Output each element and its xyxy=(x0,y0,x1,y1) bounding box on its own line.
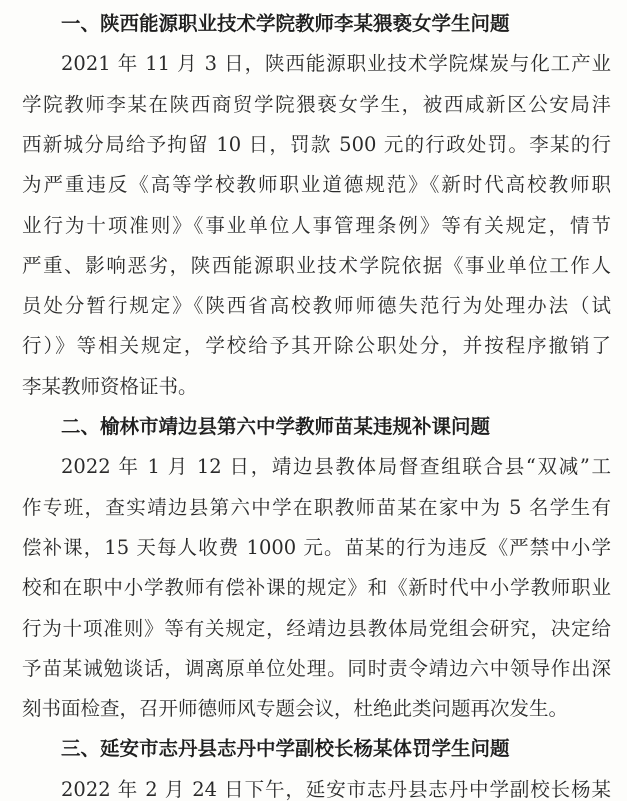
section-2-line-5: 行为十项准则》等有关规定，经靖边县教体局党组会研究，决定给 xyxy=(22,616,611,640)
section-2-line-1: 2022 年 1 月 12 日，靖边县教体局督查组联合县“双减”工 xyxy=(61,455,611,479)
section-3-heading: 三、延安市志丹县志丹中学副校长杨某体罚学生问题 xyxy=(61,737,510,761)
section-1-line-7: 员处分暂行规定》《陕西省高校教师师德失范行为处理办法（试 xyxy=(22,294,611,318)
section-2-line-2: 作专班，查实靖边县第六中学在职教师苗某在家中为 5 名学生有 xyxy=(22,495,611,519)
section-1-line-1: 2021 年 11 月 3 日，陕西能源职业技术学院煤炭与化工产业 xyxy=(61,52,611,76)
section-1-line-3: 西新城分局给予拘留 10 日，罚款 500 元的行政处罚。李某的行 xyxy=(22,132,611,156)
section-2-line-7: 刻书面检查，召开师德师风专题会议，杜绝此类问题再次发生。 xyxy=(22,697,569,721)
section-3-line-1: 2022 年 2 月 24 日下午，延安市志丹县志丹中学副校长杨某 xyxy=(61,777,611,801)
section-2-heading: 二、榆林市靖边县第六中学教师苗某违规补课问题 xyxy=(61,415,491,438)
section-2-line-6: 予苗某诫勉谈话，调离原单位处理。同时责令靖边六中领导作出深 xyxy=(22,656,611,680)
section-2-line-3: 偿补课，15 天每人收费 1000 元。苗某的行为违反《严禁中小学 xyxy=(22,535,611,559)
section-2-line-4: 校和在职中小学教师有偿补课的规定》和《新时代中小学教师职业 xyxy=(22,576,611,600)
section-1-line-8: 行）》等相关规定，学校给予其开除公职处分，并按程序撤销了 xyxy=(22,334,611,358)
section-1-line-2: 学院教师李某在陕西商贸学院猥亵女学生，被西咸新区公安局沣 xyxy=(22,92,611,116)
section-1-heading: 一、陕西能源职业技术学院教师李某猥亵女学生问题 xyxy=(61,12,510,35)
section-1-line-4: 为严重违反《高等学校教师职业道德规范》《新时代高校教师职 xyxy=(22,173,611,197)
section-1-line-9: 李某教师资格证书。 xyxy=(22,374,198,398)
section-1-line-5: 业行为十项准则》《事业单位人事管理条例》等有关规定，情节 xyxy=(22,213,611,237)
section-1-line-6: 严重、影响恶劣，陕西能源职业技术学院依据《事业单位工作人 xyxy=(22,253,611,277)
